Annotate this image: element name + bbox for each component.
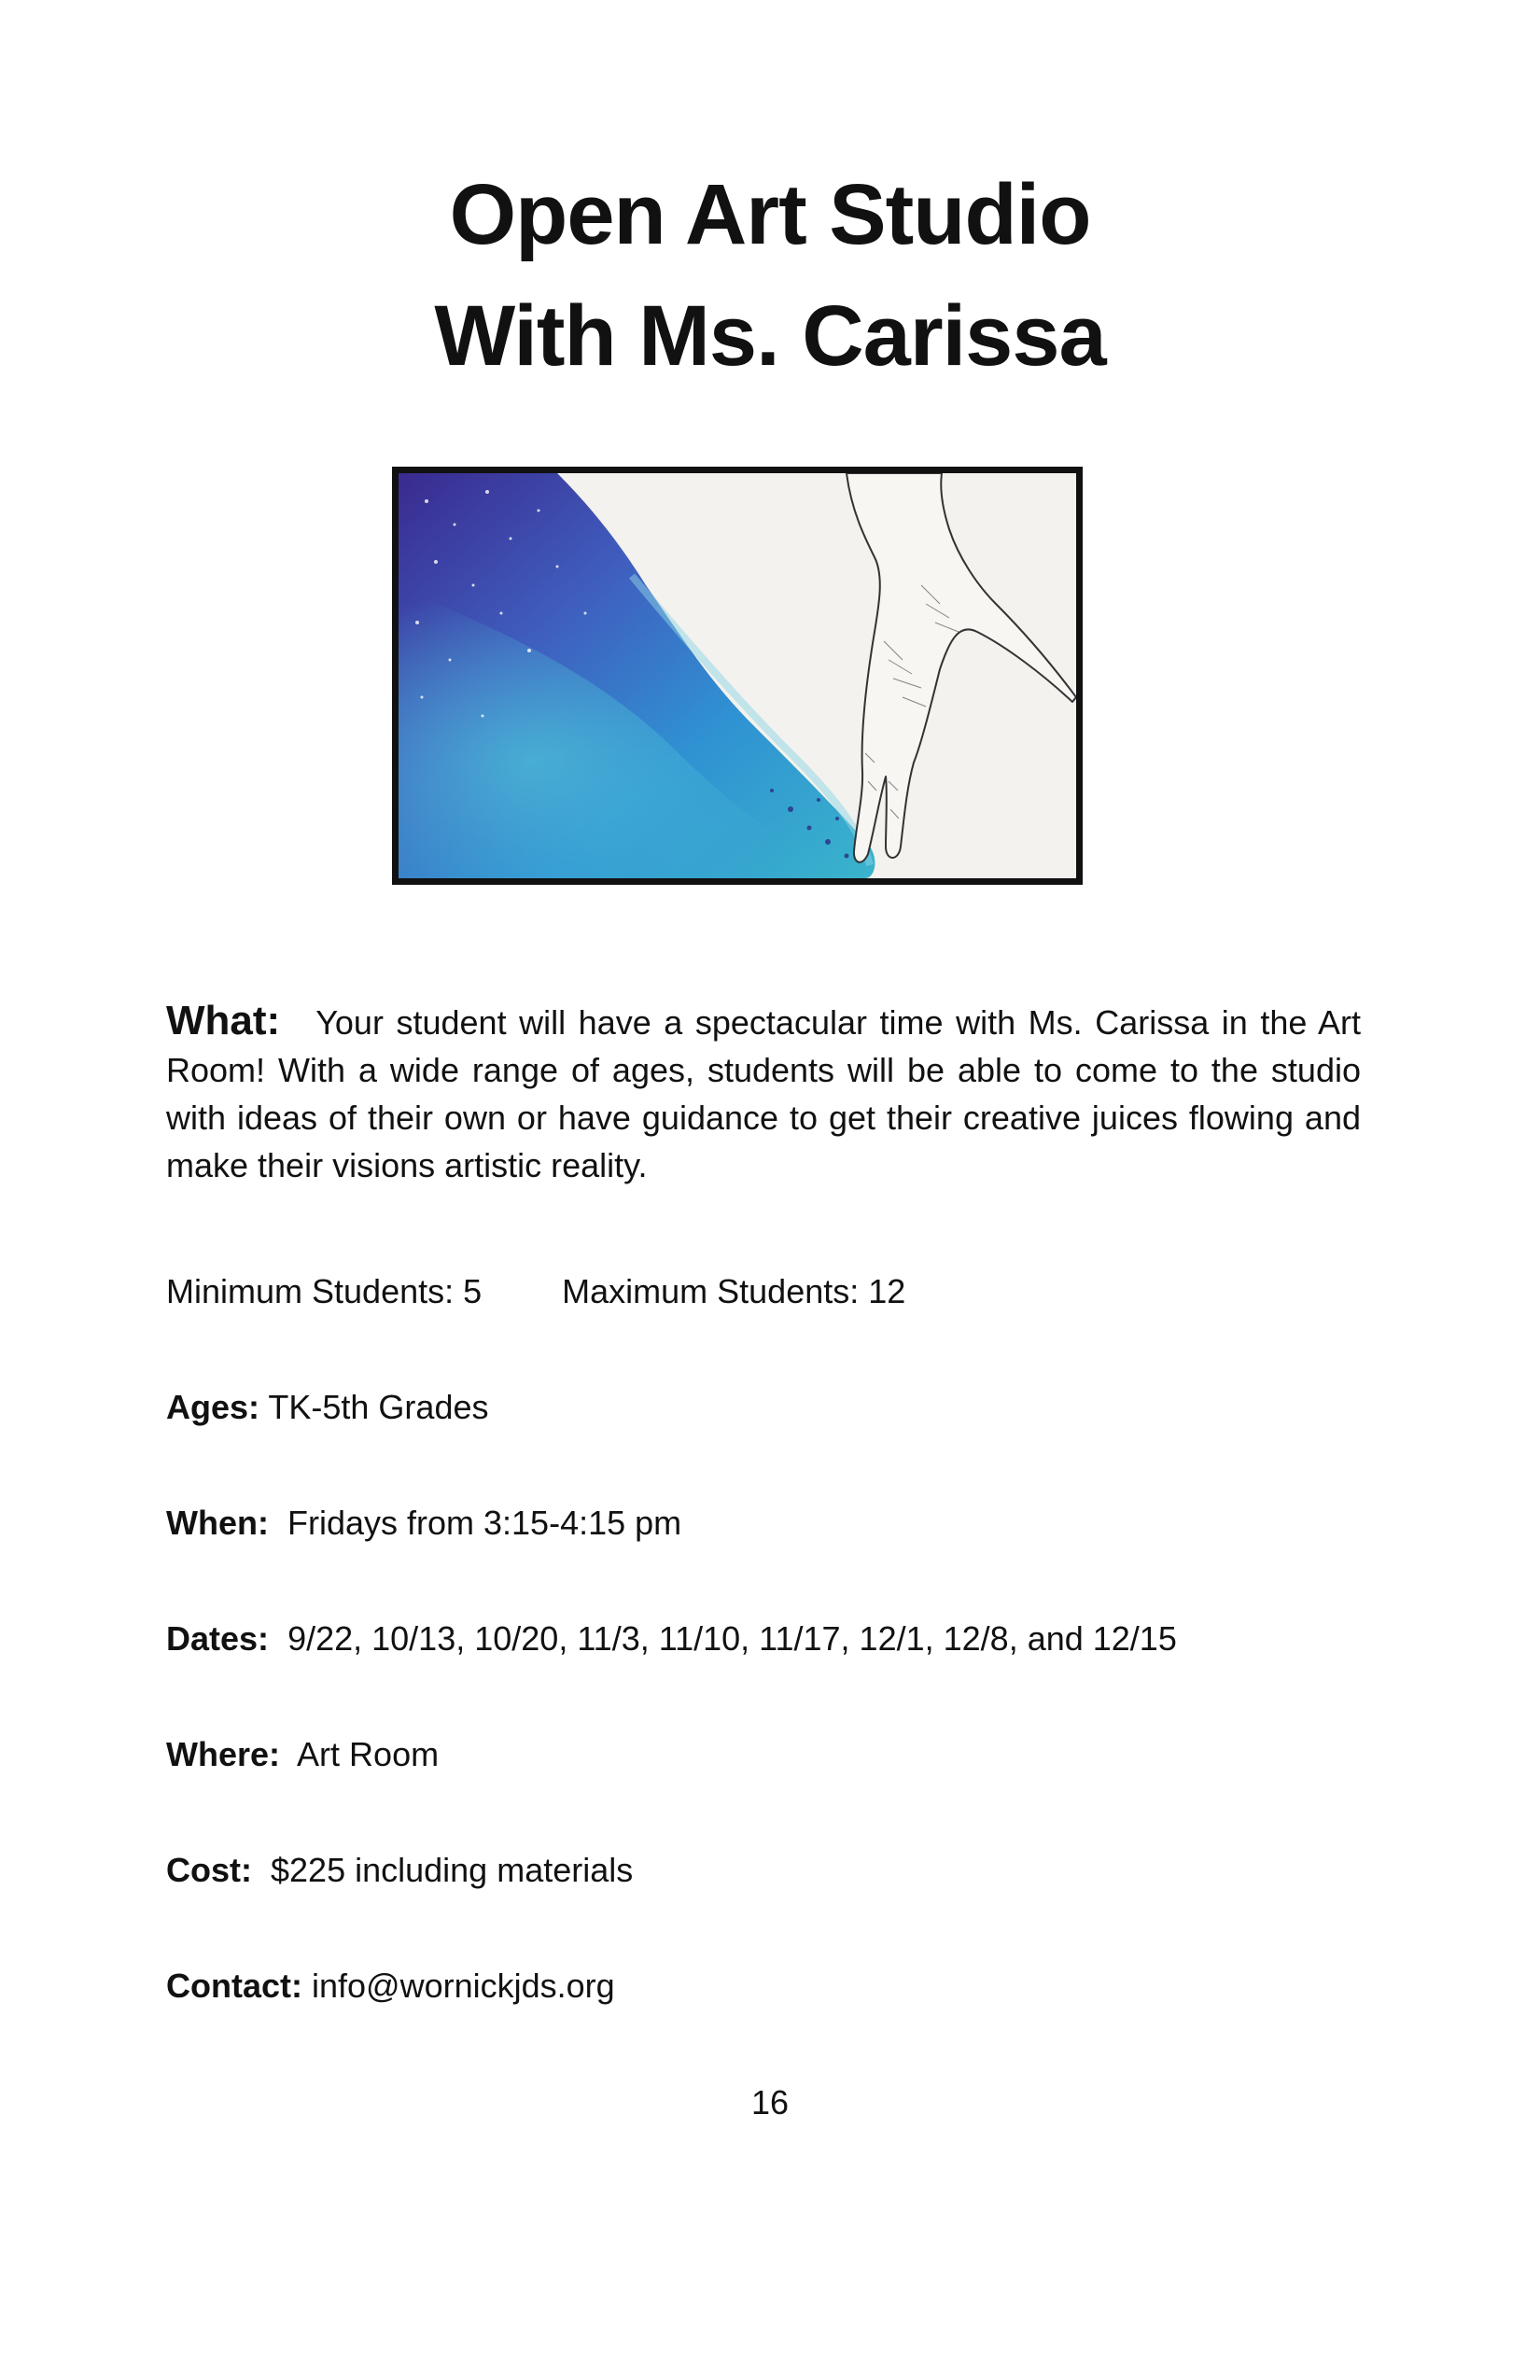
contact-row — [166, 1962, 615, 2009]
dates-value: 9/22, 10/13, 10/20, 11/3, 11/10, 11/17, 12/1, 12/8, and 12/15 — [287, 1619, 1177, 1658]
ages-value: TK-5th Grades — [268, 1388, 489, 1426]
dates-row — [166, 1615, 1177, 1662]
what-label: What: — [166, 998, 281, 1043]
cost-label: Cost: — [166, 1851, 252, 1889]
contact-email-link[interactable]: info@wornickjds.org — [312, 1967, 615, 2005]
page-number: 16 — [750, 2083, 790, 2121]
page-title — [0, 154, 1540, 397]
cost-row — [166, 1846, 633, 1894]
cost-value: $225 including materials — [271, 1851, 634, 1889]
what-paragraph — [166, 997, 1361, 1189]
ages-row — [166, 1383, 488, 1431]
when-value: Fridays from 3:15-4:15 pm — [287, 1504, 682, 1542]
contact-label: Contact: — [166, 1967, 302, 2005]
title-line-1: Open Art Studio — [449, 167, 1091, 262]
students-row — [166, 1267, 905, 1315]
ages-label: Ages: — [166, 1388, 260, 1426]
maximum-students: Maximum Students: 12 — [562, 1272, 906, 1310]
where-value: Art Room — [297, 1735, 440, 1773]
minimum-students: Minimum Students: 5 — [166, 1272, 483, 1310]
artwork-image — [392, 467, 1083, 885]
what-text: Your student will have a spectacular time with Ms. Carissa in the Art Room! With a wide range of ages, students will be able to come to the studio with ideas of their own or have guidance to get their creative juices flowing and make their visions artistic reality. — [166, 1003, 1361, 1184]
dates-label: Dates: — [166, 1619, 270, 1658]
when-label: When: — [166, 1504, 269, 1542]
where-row — [166, 1730, 439, 1778]
title-line-2: With Ms. Carissa — [434, 288, 1106, 384]
watercolor-hand-drawing-icon — [399, 473, 1076, 878]
where-label: Where: — [166, 1735, 281, 1773]
when-row — [166, 1499, 681, 1547]
